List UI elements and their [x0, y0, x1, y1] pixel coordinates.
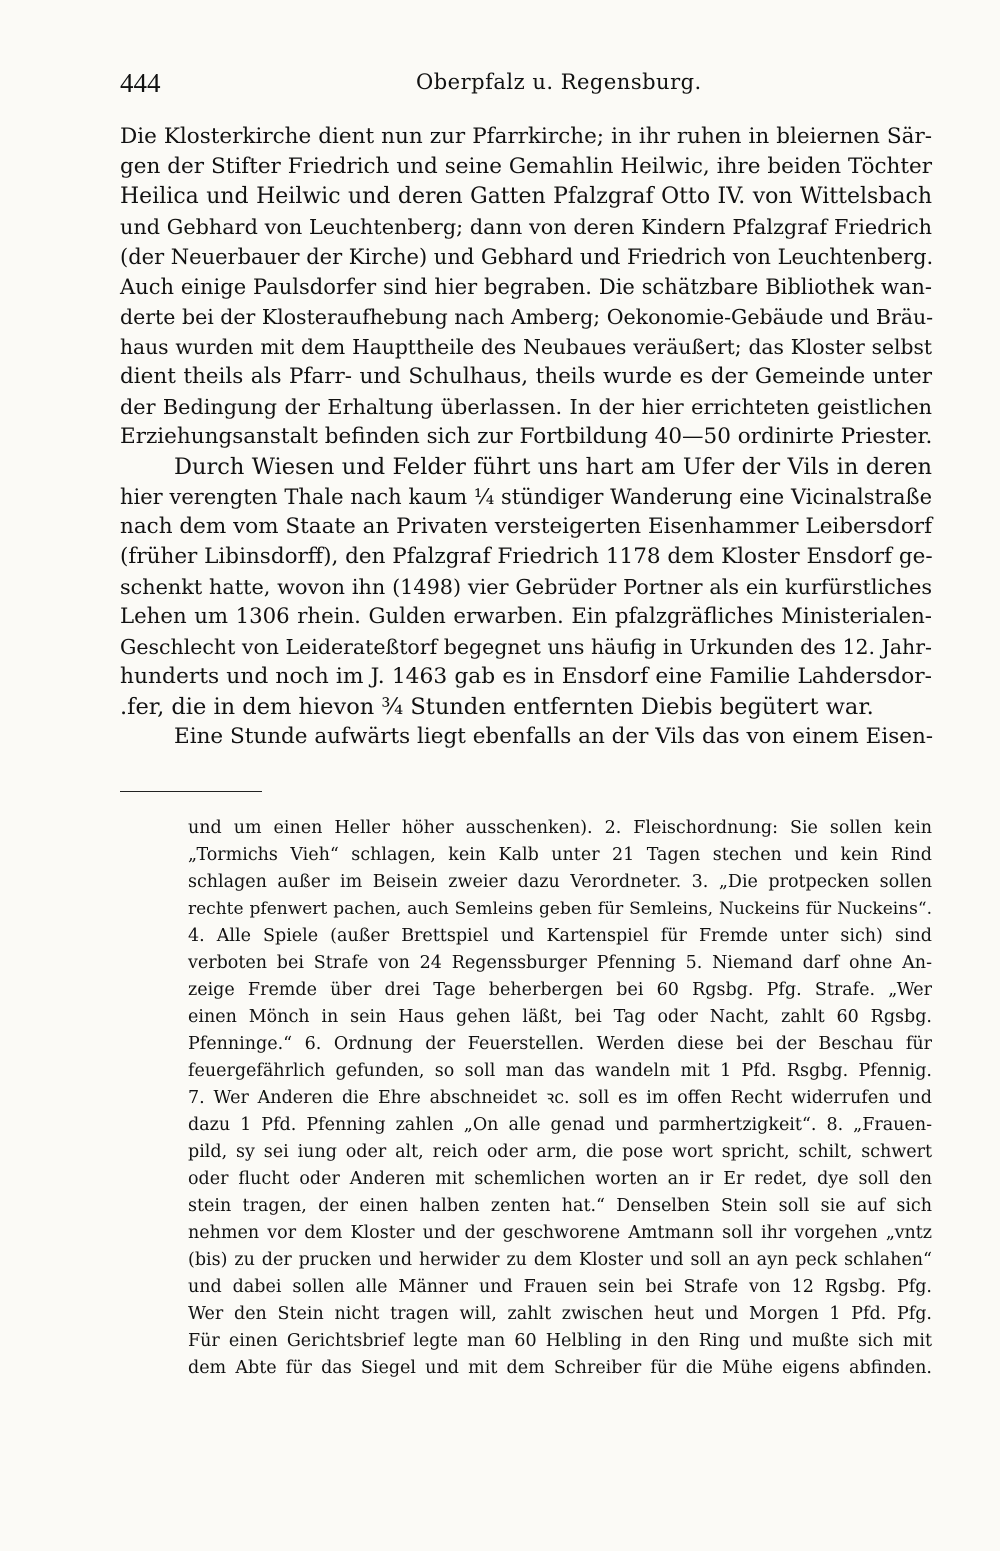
text-line: der Bedingung der Erhaltung überlassen. In der hier errichteten geistlichen — [120, 395, 932, 419]
footnote-line: Wer den Stein nicht tragen will, zahlt zwischen heut und Morgen 1 Pfd. Pfg. — [188, 1304, 932, 1324]
footnote-line: und um einen Heller höher ausschenken). 2. Fleischordnung: Sie sollen kein — [188, 818, 932, 838]
text-line: und Gebhard von Leuchtenberg; dann von deren Kindern Pfalzgraf Friedrich — [120, 215, 932, 239]
footnote-line: Pfenninge.“ 6. Ordnung der Feuerstellen. Werden diese bei der Beschau für — [188, 1034, 932, 1054]
footnote-rule — [120, 791, 262, 792]
text-line: Die Klosterkirche dient nun zur Pfarrkirche; in ihr ruhen in bleiernen Sär- — [120, 124, 932, 149]
text-line: haus wurden mit dem Haupttheile des Neubaues veräußert; das Kloster selbst — [120, 335, 932, 359]
text-line: Lehen um 1306 rhein. Gulden erwarben. Ein pfalzgräfliches Ministerialen- — [120, 604, 932, 629]
text-line: gen der Stifter Friedrich und seine Gemahlin Heilwic, ihre beiden Töchter — [120, 154, 932, 179]
text-line: Erziehungsanstalt befinden sich zur Fortbildung 40—50 ordinirte Priester. — [120, 424, 933, 449]
footnote-line: zeige Fremde über drei Tage beherbergen bei 60 Rgsbg. Pfg. Strafe. „Wer — [188, 980, 932, 1000]
footnote-line: dazu 1 Pfd. Pfenning zahlen „On alle genad und parmhertzigkeit“. 8. „Frauen- — [188, 1115, 932, 1135]
page-number: 444 — [120, 68, 161, 98]
running-head: Oberpfalz u. Regensburg. — [416, 70, 702, 94]
footnote-line: verboten bei Strafe von 24 Regenssburger Pfenning 5. Niemand darf ohne An- — [188, 953, 932, 973]
footnotes — [188, 815, 932, 1382]
text-line: Auch einige Paulsdorfer sind hier begraben. Die schätzbare Bibliothek wan- — [120, 275, 932, 299]
footnote-line: nehmen vor dem Kloster und der geschworene Amtmann soll ihr vorgehen „vntz — [188, 1223, 932, 1243]
text-line: hier verengten Thale nach kaum ¼ stündiger Wanderung eine Vicinalstraße — [120, 485, 932, 509]
main-text — [120, 122, 932, 752]
text-line: Heilica und Heilwic und deren Gatten Pfalzgraf Otto IV. von Wittelsbach — [120, 184, 932, 209]
text-line: Durch Wiesen und Felder führt uns hart am Ufer der Vils in deren — [174, 454, 932, 480]
text-line: .fer, die in dem hievon ¾ Stunden entfernten Diebis begütert war. — [120, 694, 874, 720]
page-header — [120, 68, 940, 108]
footnote-line: stein tragen, der einen halben zenten hat.“ Denselben Stein soll sie auf sich — [188, 1196, 932, 1216]
footnote-line: rechte pfenwert pachen, auch Semleins geben für Semleins, Nuckeins für Nuckeins“. — [188, 899, 932, 919]
footnote-line: schlagen außer im Beisein zweier dazu Verordneter. 3. „Die protpecken sollen — [188, 872, 932, 892]
footnote-line: pild, sy sei iung oder alt, reich oder arm, die pose wort spricht, schilt, schwert — [188, 1142, 932, 1162]
text-line: schenkt hatte, wovon ihn (1498) vier Gebrüder Portner als ein kurfürstliches — [120, 575, 932, 599]
text-line: Eine Stunde aufwärts liegt ebenfalls an der Vils das von einem Eisen- — [174, 724, 934, 749]
footnote-line: feuergefährlich gefunden, so soll man das wandeln mit 1 Pfd. Rsgbg. Pfennig. — [188, 1061, 932, 1081]
text-line: derte bei der Klosteraufhebung nach Amberg; Oekonomie-Gebäude und Bräu- — [120, 305, 934, 329]
footnote-line: oder flucht oder Anderen mit schemlichen worten an ir Er redet, dye soll den — [188, 1169, 932, 1189]
text-line: (der Neuerbauer der Kirche) und Gebhard und Friedrich von Leuchtenberg. — [120, 245, 934, 269]
text-line: hunderts und noch im J. 1463 gab es in Ensdorf eine Familie Lahdersdor- — [120, 664, 932, 689]
footnote-line: einen Mönch in sein Haus gehen läßt, bei Tag oder Nacht, zahlt 60 Rgsbg. — [188, 1007, 932, 1027]
footnote-line: 4. Alle Spiele (außer Brettspiel und Kartenspiel für Fremde unter sich) sind — [188, 926, 932, 946]
footnote-line: und dabei sollen alle Männer und Frauen sein bei Strafe von 12 Rgsbg. Pfg. — [188, 1277, 932, 1297]
footnote-line: dem Abte für das Siegel und mit dem Schreiber für die Mühe eigens abfinden. — [188, 1358, 932, 1378]
footnote-line: „Tormichs Vieh“ schlagen, kein Kalb unter 21 Tagen stechen und kein Rind — [188, 845, 932, 865]
footnote-line: 7. Wer Anderen die Ehre abschneidet ꝛc. soll es im offen Recht widerrufen und — [188, 1088, 932, 1108]
text-line: dient theils als Pfarr- und Schulhaus, theils wurde es der Gemeinde unter — [120, 364, 932, 389]
text-line: nach dem vom Staate an Privaten versteigerten Eisenhammer Leibersdorf — [120, 514, 933, 539]
footnote-line: Für einen Gerichtsbrief legte man 60 Helbling in den Ring und mußte sich mit — [188, 1331, 932, 1351]
text-line: Geschlecht von Leiderateßtorf begegnet uns häufig in Urkunden des 12. Jahr- — [120, 635, 932, 659]
text-line: (früher Libinsdorff), den Pfalzgraf Friedrich 1178 dem Kloster Ensdorf ge- — [120, 544, 933, 569]
footnote-line: (bis) zu der prucken und herwider zu dem Kloster und soll an ayn peck schlahen“ — [188, 1250, 932, 1270]
